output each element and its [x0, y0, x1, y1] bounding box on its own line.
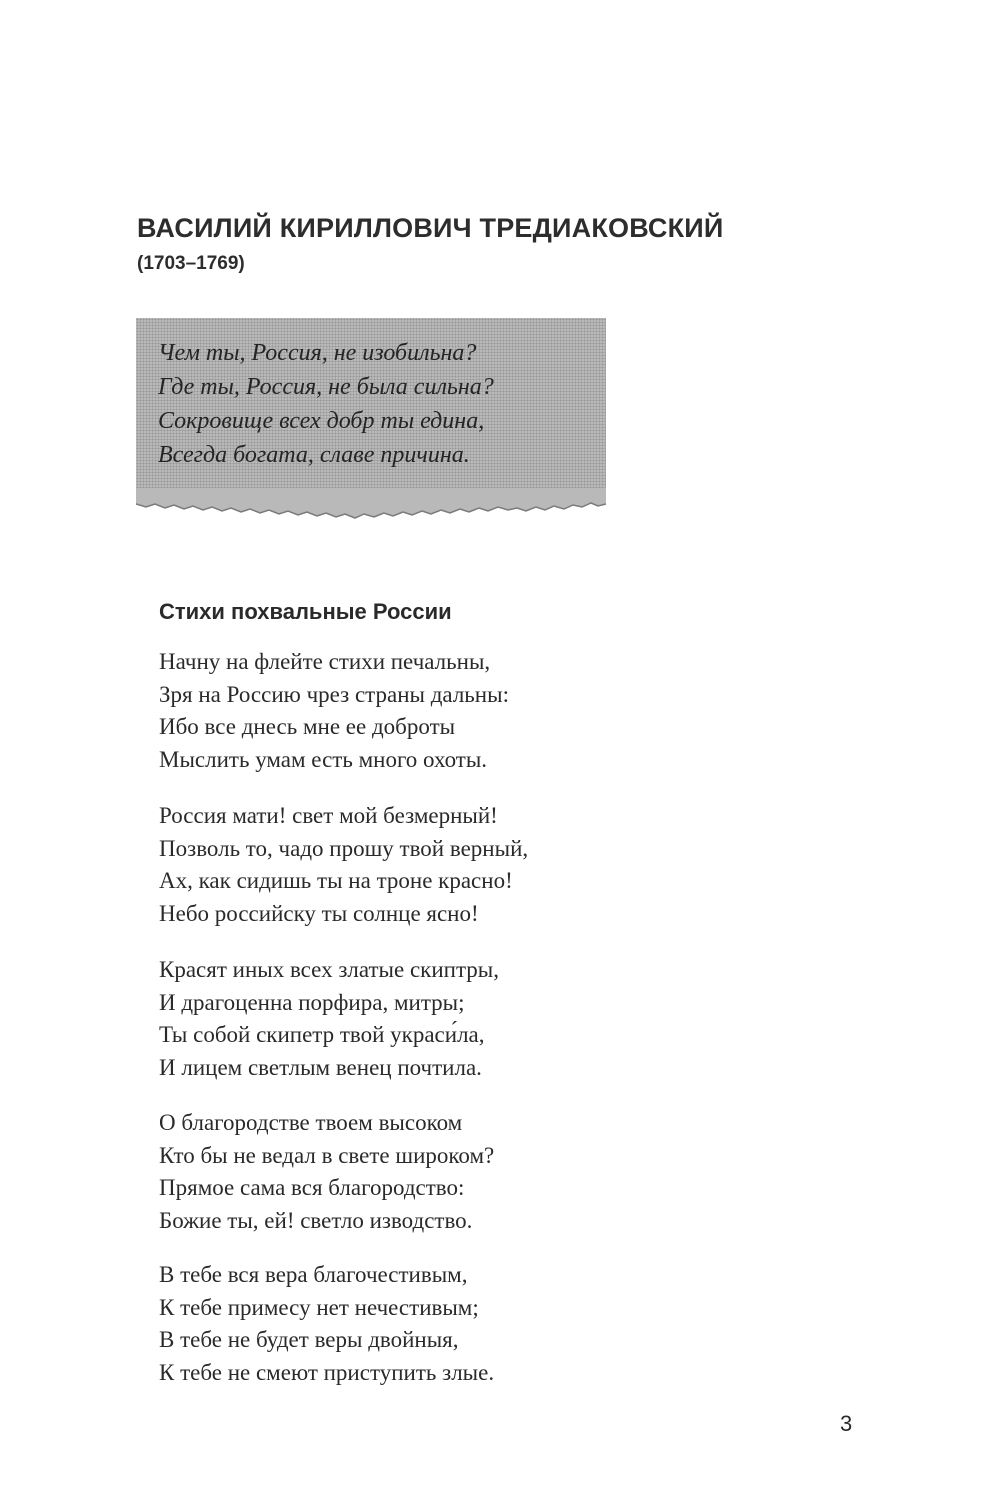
- torn-paper-edge: [136, 488, 606, 520]
- epigraph-line: Всегда богата, славе причина.: [158, 442, 470, 468]
- poem-line: В тебе вся вера благочестивым,: [159, 1262, 468, 1287]
- epigraph: [158, 336, 494, 472]
- epigraph-line: Сокровище всех добр ты едина,: [158, 408, 485, 434]
- poem-line: Божие ты, ей! светло изводство.: [159, 1208, 473, 1234]
- page-number: 3: [840, 1411, 853, 1436]
- poem-line: Ах, как сидишь ты на троне красно!: [159, 868, 513, 894]
- poem-line: Ибо все днесь мне ее доброты: [159, 714, 456, 740]
- poem-line: Мыслить умам есть много охоты.: [159, 747, 488, 773]
- epigraph-line: Где ты, Россия, не была сильна?: [158, 374, 494, 400]
- epigraph-line: Чем ты, Россия, не изобильна?: [158, 340, 477, 366]
- poem-line: Позволь то, чадо прошу твой верный,: [159, 835, 529, 861]
- poem-line: К тебе примесу нет нечестивым;: [159, 1294, 479, 1320]
- poem-line: И лицем светлым венец почтила.: [159, 1055, 482, 1081]
- poem-line: К тебе не смеют приступить злые.: [159, 1360, 495, 1386]
- poem-title: Стихи похвальные России: [159, 599, 452, 624]
- poem-line: Кто бы не ведал в свете широком?: [159, 1142, 495, 1168]
- author-name: ВАСИЛИЙ КИРИЛЛОВИЧ ТРЕДИАКОВСКИЙ: [137, 213, 724, 243]
- poem-stanza-1: [159, 646, 509, 777]
- poem-line: Красят иных всех златые скиптры,: [159, 957, 500, 982]
- poem-line: Небо российску ты солнце ясно!: [159, 901, 479, 927]
- poem-line: Начну на флейте стихи печальны,: [159, 649, 491, 674]
- author-years: (1703–1769): [137, 253, 245, 274]
- poem-stanza-3: [159, 954, 499, 1085]
- poem-line: Россия мати! свет мой безмерный!: [159, 803, 498, 828]
- poem-stanza-5: [159, 1259, 494, 1390]
- poem-stanza-4: [159, 1107, 494, 1238]
- poem-line: В тебе не будет веры двойныя,: [159, 1327, 459, 1353]
- poem-line: Зря на Россию чрез страны дальны:: [159, 681, 509, 707]
- poem-line: О благородстве твоем высоком: [159, 1110, 463, 1135]
- poem-stanza-2: [159, 800, 528, 931]
- poem-line: Прямое сама вся благородство:: [159, 1175, 465, 1201]
- poem-line: И драгоценна порфира, митры;: [159, 989, 465, 1015]
- poem-line: Ты собой скипетр твой украси́ла,: [159, 1022, 485, 1048]
